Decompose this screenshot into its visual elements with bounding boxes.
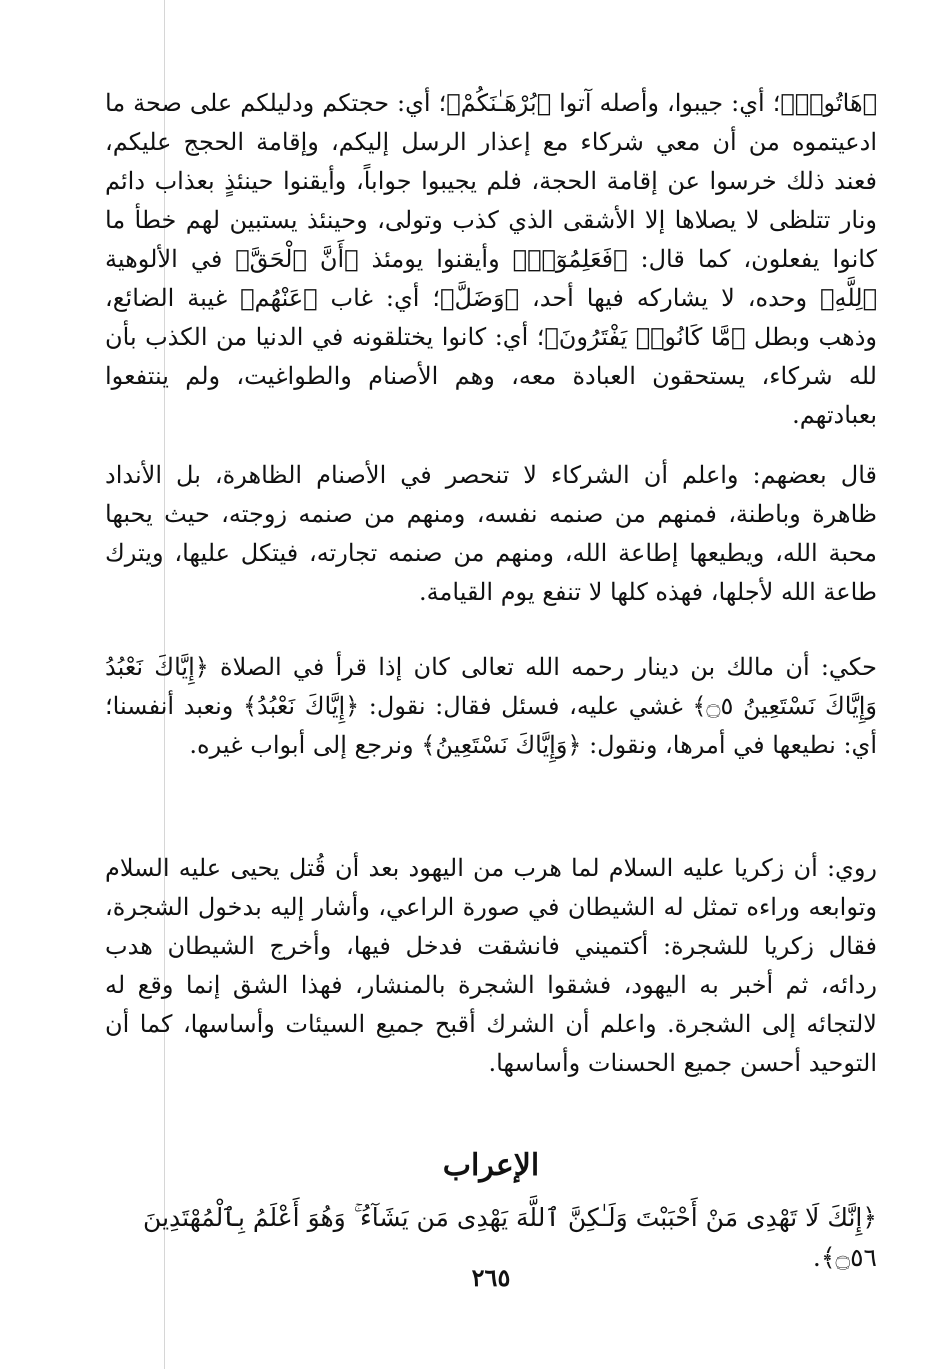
paragraph-shuraka: قال بعضهم: واعلم أن الشركاء لا تنحصر في الأصنام الظاهرة، بل الأنداد ظاهرة وباطنة، فمنهم من صنمه نفسه، ومنهم من صنمه زوجته، حيث يحبها محبة الله، ويطيعها إطاعة الله، ومنهم من صنمه تجارته، فيتكل عليها، ويترك طاعة الله لأجلها، فهذه كلها لا تنفع يوم القيامة. <box>105 461 877 606</box>
quran-verse: ﴿إِنَّكَ لَا تَهْدِى مَنْ أَحْبَبْتَ وَلَـٰكِنَّ ٱللَّهَ يَهْدِى مَن يَشَآءُ ۚ وَهُوَ أَعْلَمُ بِٱلْمُهْتَدِينَ ۝٥٦﴾. <box>143 1203 877 1272</box>
paragraph-malik-ibn-dinar: حكي: أن مالك بن دينار رحمه الله تعالى كان إذا قرأ في الصلاة ﴿إِيَّاكَ نَعْبُدُ وَإِيَّاكَ نَسْتَعِينُ ۝٥﴾ غشي عليه، فسئل فقال: نقول: ﴿إِيَّاكَ نَعْبُدُ﴾ ونعبد أنفسنا؛ أي: نطيعها في أمرها، ونقول: ﴿وَإِيَّاكَ نَسْتَعِينُ﴾ ونرجع إلى أبواب غيره. <box>105 653 877 759</box>
section-heading-irab: الإعراب <box>442 1148 540 1183</box>
paragraph-zakariya: روي: أن زكريا عليه السلام لما هرب من اليهود بعد أن قُتل يحيى عليه السلام وتوابعه وراءه تمثل له الشيطان في صورة الراعي، وأشار إليه بدخول الشجرة، فقال زكريا للشجرة: أكتميني فانشقت فدخل فيها، وأخرج الشيطان هدب ردائه، ثم أخبر به اليهود، فشقوا الشجرة بالمنشار، فهذا الشق إنما وقع له لالتجائه إلى الشجرة. واعلم أن الشرك أقبح جميع السيئات وأساسها، كما أن التوحيد أحسن جميع الحسنات وأساسها. <box>105 854 877 1077</box>
paragraph-tafsir-hatu: ﴿هَاتُوا۟﴾؛ أي: جيبوا، وأصله آتوا ﴿بُرْهَـٰنَكُمْ﴾؛ أي: حجتكم ودليلكم على صحة ما ادعيتموه من أن معي شركاء مع إعذار الرسل إليكم، وإقامة الحجج عليكم، فعند ذلك خرسوا عن إقامة الحجة، فلم يجيبوا جواباً، وأيقنوا حينئذٍ بعذاب دائم ونار تتلظى لا يصلاها إلا الأشقى الذي كذب وتولى، وحينئذ يستبين لهم خطأ ما كانوا يفعلون، كما قال: ﴿فَعَلِمُوٓا۟﴾ وأيقنوا يومئذ ﴿أَنَّ ٱلْحَقَّ﴾ في الألوهية ﴿لِلَّهِ﴾ وحده، لا يشاركه فيها أحد، ﴿وَضَلَّ﴾؛ أي: غاب ﴿عَنْهُم﴾ غيبة الضائع، وذهب وبطل ﴿مَّا كَانُوا۟ يَفْتَرُونَ﴾؛ أي: كانوا يختلقونه في الدنيا من الكذب بأن لله شركاء، يستحقون العبادة معه، وهم الأصنام والطواغيت، ولم ينتفعوا بعبادتهم. <box>105 89 878 429</box>
page-number: ٢٦٥ <box>471 1263 511 1292</box>
